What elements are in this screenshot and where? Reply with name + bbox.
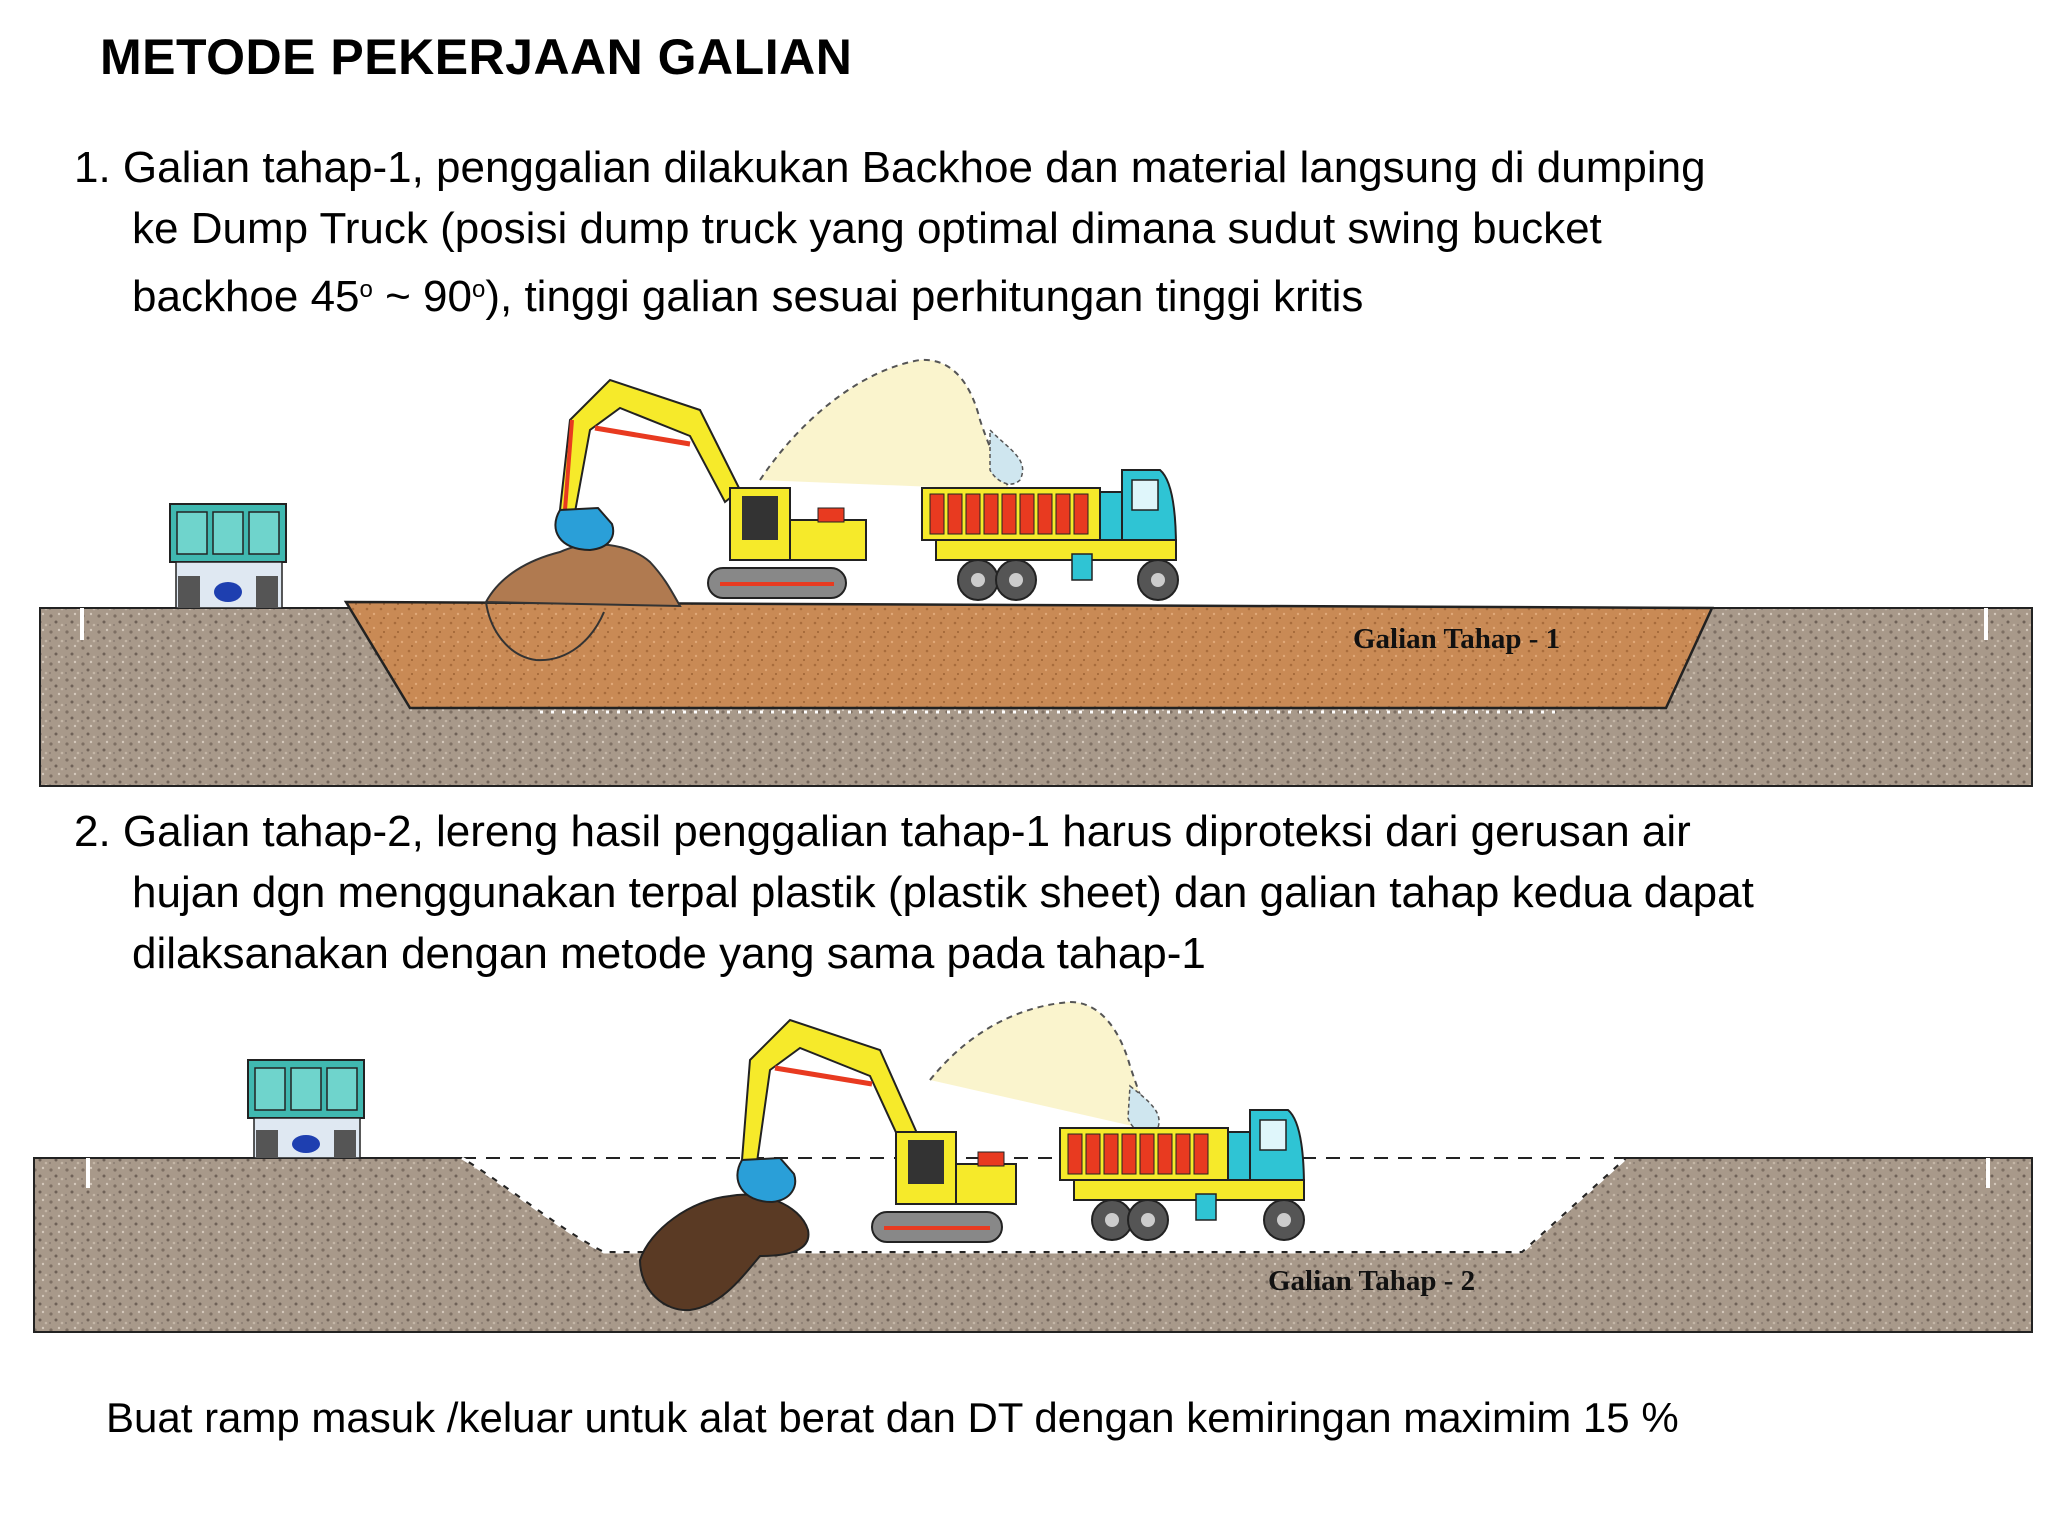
backhoe-excavator-2 [737,1002,1159,1242]
step-1-line-3b: ~ 90 [372,272,472,321]
step-1-line-3c: ), tinggi galian sesuai perhitungan tinggi kritis [485,272,1364,321]
step-1-line-3a: backhoe 45 [132,272,360,321]
small-dump-truck-2 [248,1060,364,1158]
dump-truck-loading-2 [1060,1110,1304,1240]
step-2-line-1: 2. Galian tahap-2, lereng hasil penggalian tahap-1 harus diproteksi dari gerusan air [74,807,1691,856]
step-2-description [74,801,2034,984]
galian-tahap-1-label: Galian Tahap - 1 [1353,623,1561,655]
ramp-note: Buat ramp masuk /keluar untuk alat berat dan DT dengan kemiringan maximim 15 % [106,1394,1679,1441]
ground-soil-2 [34,1158,2032,1332]
step-1-description [74,137,2034,327]
small-dump-truck [170,504,286,608]
step-1-line-1: 1. Galian tahap-1, penggalian dilakukan Backhoe dan material langsung di dumping [74,143,1706,192]
excavation-zone-1 [346,602,1712,708]
dump-truck-loading [922,470,1178,600]
plastic-sheet-slope-left [462,1158,1626,1252]
step-1-line-3 [74,259,2034,327]
step-2-line-3: dilaksanakan dengan metode yang sama pada tahap-1 [132,929,1206,978]
degree-sign-2: o [471,276,486,303]
step-1-line-2: ke Dump Truck (posisi dump truck yang optimal dimana sudut swing bucket [132,204,1602,253]
galian-tahap-1-diagram [0,340,2048,800]
galian-tahap-2-label: Galian Tahap - 2 [1268,1265,1476,1297]
step-2-line-2: hujan dgn menggunakan terpal plastik (plastik sheet) dan galian tahap kedua dapat [132,868,1754,917]
spoil-pile [486,544,680,606]
galian-tahap-2-diagram [0,990,2048,1350]
page-title: METODE PEKERJAAN GALIAN [100,29,853,85]
degree-sign-1: o [359,276,373,303]
